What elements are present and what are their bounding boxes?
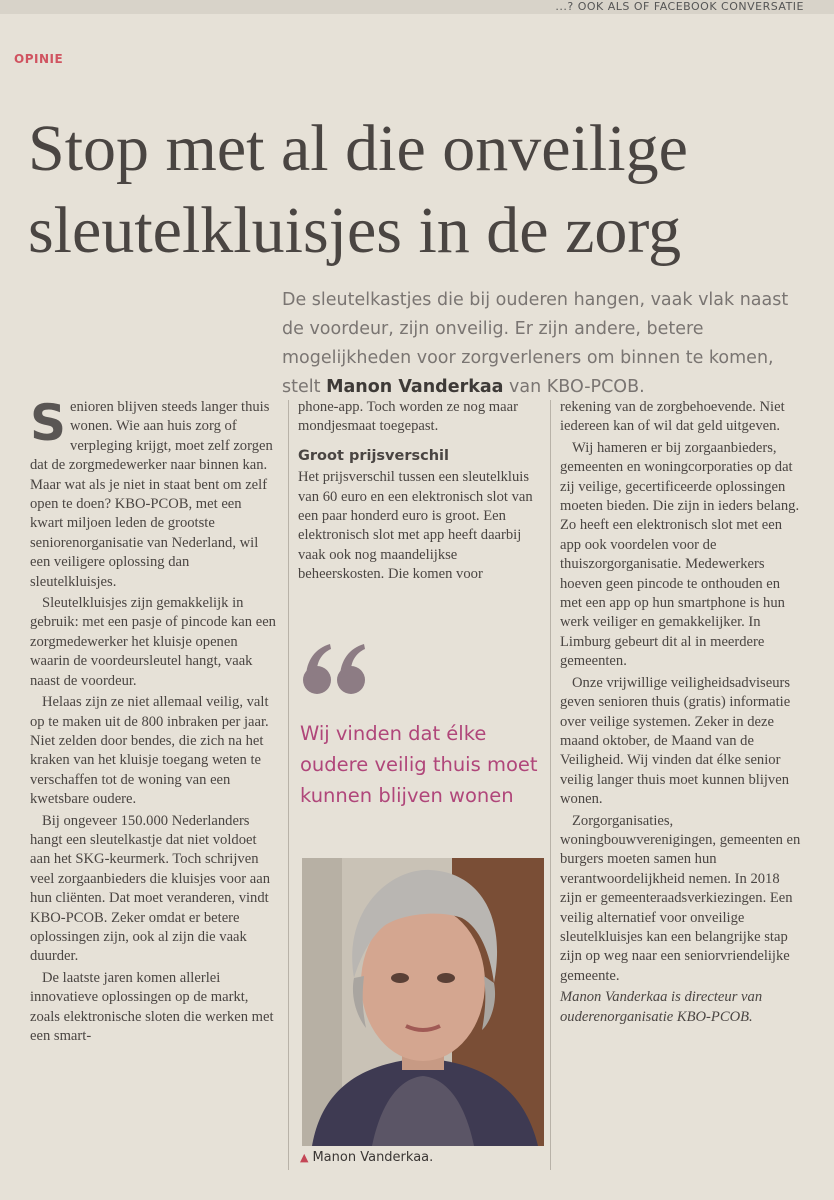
article-paragraph: phone-app. Toch worden ze nog maar mondjesmaat toegepast. <box>298 399 518 435</box>
column-rule <box>288 400 289 1170</box>
article-paragraph: Bij ongeveer 150.000 Nederlanders hangt een sleutelkastje dat niet voldoet aan het SKG-keurmerk. Toch schrijven veel zorgaanbieders die kluisjes voor aan hun cliënten. Dat moet veranderen, vindt KBO-PCOB. Zeker omdat er betere oplossingen zijn, ook al zijn die vaak duurder. <box>30 812 271 965</box>
pull-quote: Wij vinden dat élke oudere veilig thuis moet kunnen blijven wonen <box>300 722 538 807</box>
portrait-image <box>302 858 544 1146</box>
article-paragraph: Helaas zijn ze niet allemaal veilig, valt op te maken uit de 800 inbraken per jaar. Niet zelden door bendes, die zich na het kraken van het kluisje toegang weten te verschaffen tot de woning van een kwetsbare oudere. <box>30 694 269 808</box>
section-label: OPINIE <box>14 52 64 66</box>
column-rule <box>550 400 551 1170</box>
article-paragraph: Senioren blijven steeds langer thuis wonen. Wie aan huis zorg of verpleging krijgt, moet zelf zorgen dat de zorgmedewerker naar binnen kan. Maar wat als je niet in staat bent om zelf open te doen? KBO-PCOB, met een kwart miljoen leden de grootste seniorenorganisatie van Nederland, wil een veiligere oplossing dan sleutelkluisjes. <box>30 398 273 590</box>
headline: Stop met al die onveilige sleutelkluisjes in de zorg <box>28 112 688 267</box>
article-paragraph: De laatste jaren komen allerlei innovatieve oplossingen op de markt, zoals elektronische sloten die werken met een smart- <box>30 969 274 1044</box>
article-column-3 <box>560 398 804 1029</box>
article-paragraph: Het prijsverschil tussen een sleutelkluis van 60 euro en een elektronisch slot van een paar honderd euro is groot. Een elektronisch slot met app heeft daarbij vaak ook nog maandelijkse beheerskosten. Die komen voor <box>298 469 533 583</box>
article-paragraph: Wij hameren er bij zorgaanbieders, gemeenten en woningcorporaties op dat zij veilige, gecertificeerde oplossingen moeten bieden. Die zijn in ieders belang. Zo heeft een elektronisch slot met een app ook voordelen voor de thuiszorgorganisatie. Medewerkers hoeven geen pincode te onthouden en met een app op hun smartphone is hun werk veiliger en gemakkelijker. In Limburg gebeurt dit al in meerdere gemeenten. <box>560 439 800 670</box>
article-column-2 <box>298 398 538 587</box>
lead-text-end: van KBO-PCOB. <box>509 377 645 397</box>
article-column-1 <box>30 398 278 1178</box>
lead-author: Manon Vanderkaa <box>326 377 504 397</box>
lead-paragraph <box>282 286 812 402</box>
article-paragraph: Zorgorganisaties, woningbouwverenigingen, gemeenten en burgers moeten samen hun verantwoordelijkheid nemen. In 2018 zijn er gemeenteraadsverkiezingen. Een veilig alternatief voor onveilige sleutelkluisjes kan een belangrijke stap zijn op weg naar een seniorvriendelijke gemeente. <box>560 812 801 984</box>
photo-caption: ▲ Manon Vanderkaa. <box>300 1150 434 1165</box>
author-photo <box>302 858 544 1146</box>
article-paragraph: Onze vrijwillige veiligheidsadviseurs geven senioren thuis (gratis) informatie over veilige systemen. Zeker in deze maand oktober, de Maand van de Veiligheid. Wij vinden dat élke senior veilig langer thuis moet kunnen blijven wonen. <box>560 674 791 808</box>
subheading: Groot prijsverschil <box>298 447 449 464</box>
article-paragraph: Sleutelkluisjes zijn gemakkelijk in gebruik: met een pasje of pincode kan een zorgmedewerker het kluisje openen waarin de voordeursleutel hangt, vaak naast de voordeur. <box>30 595 276 689</box>
article-paragraph: rekening van de zorgbehoevende. Niet iedereen kan of wil dat geld uitgeven. <box>560 399 785 435</box>
quote-mark-icon <box>300 640 370 700</box>
top-strip: ...? OOK ALS OF FACEBOOK CONVERSATIE <box>0 0 834 14</box>
drop-cap: S <box>30 398 67 452</box>
author-bio: Manon Vanderkaa is directeur van ouderenorganisatie KBO-PCOB. <box>560 989 763 1025</box>
lead-text: De sleutelkastjes die bij ouderen hangen, vaak vlak naast de voordeur, zijn onveilig. Er zijn andere, betere mogelijkheden voor zorgverleners om binnen te komen, stelt <box>282 290 789 397</box>
caption-triangle-icon: ▲ <box>300 1151 309 1164</box>
